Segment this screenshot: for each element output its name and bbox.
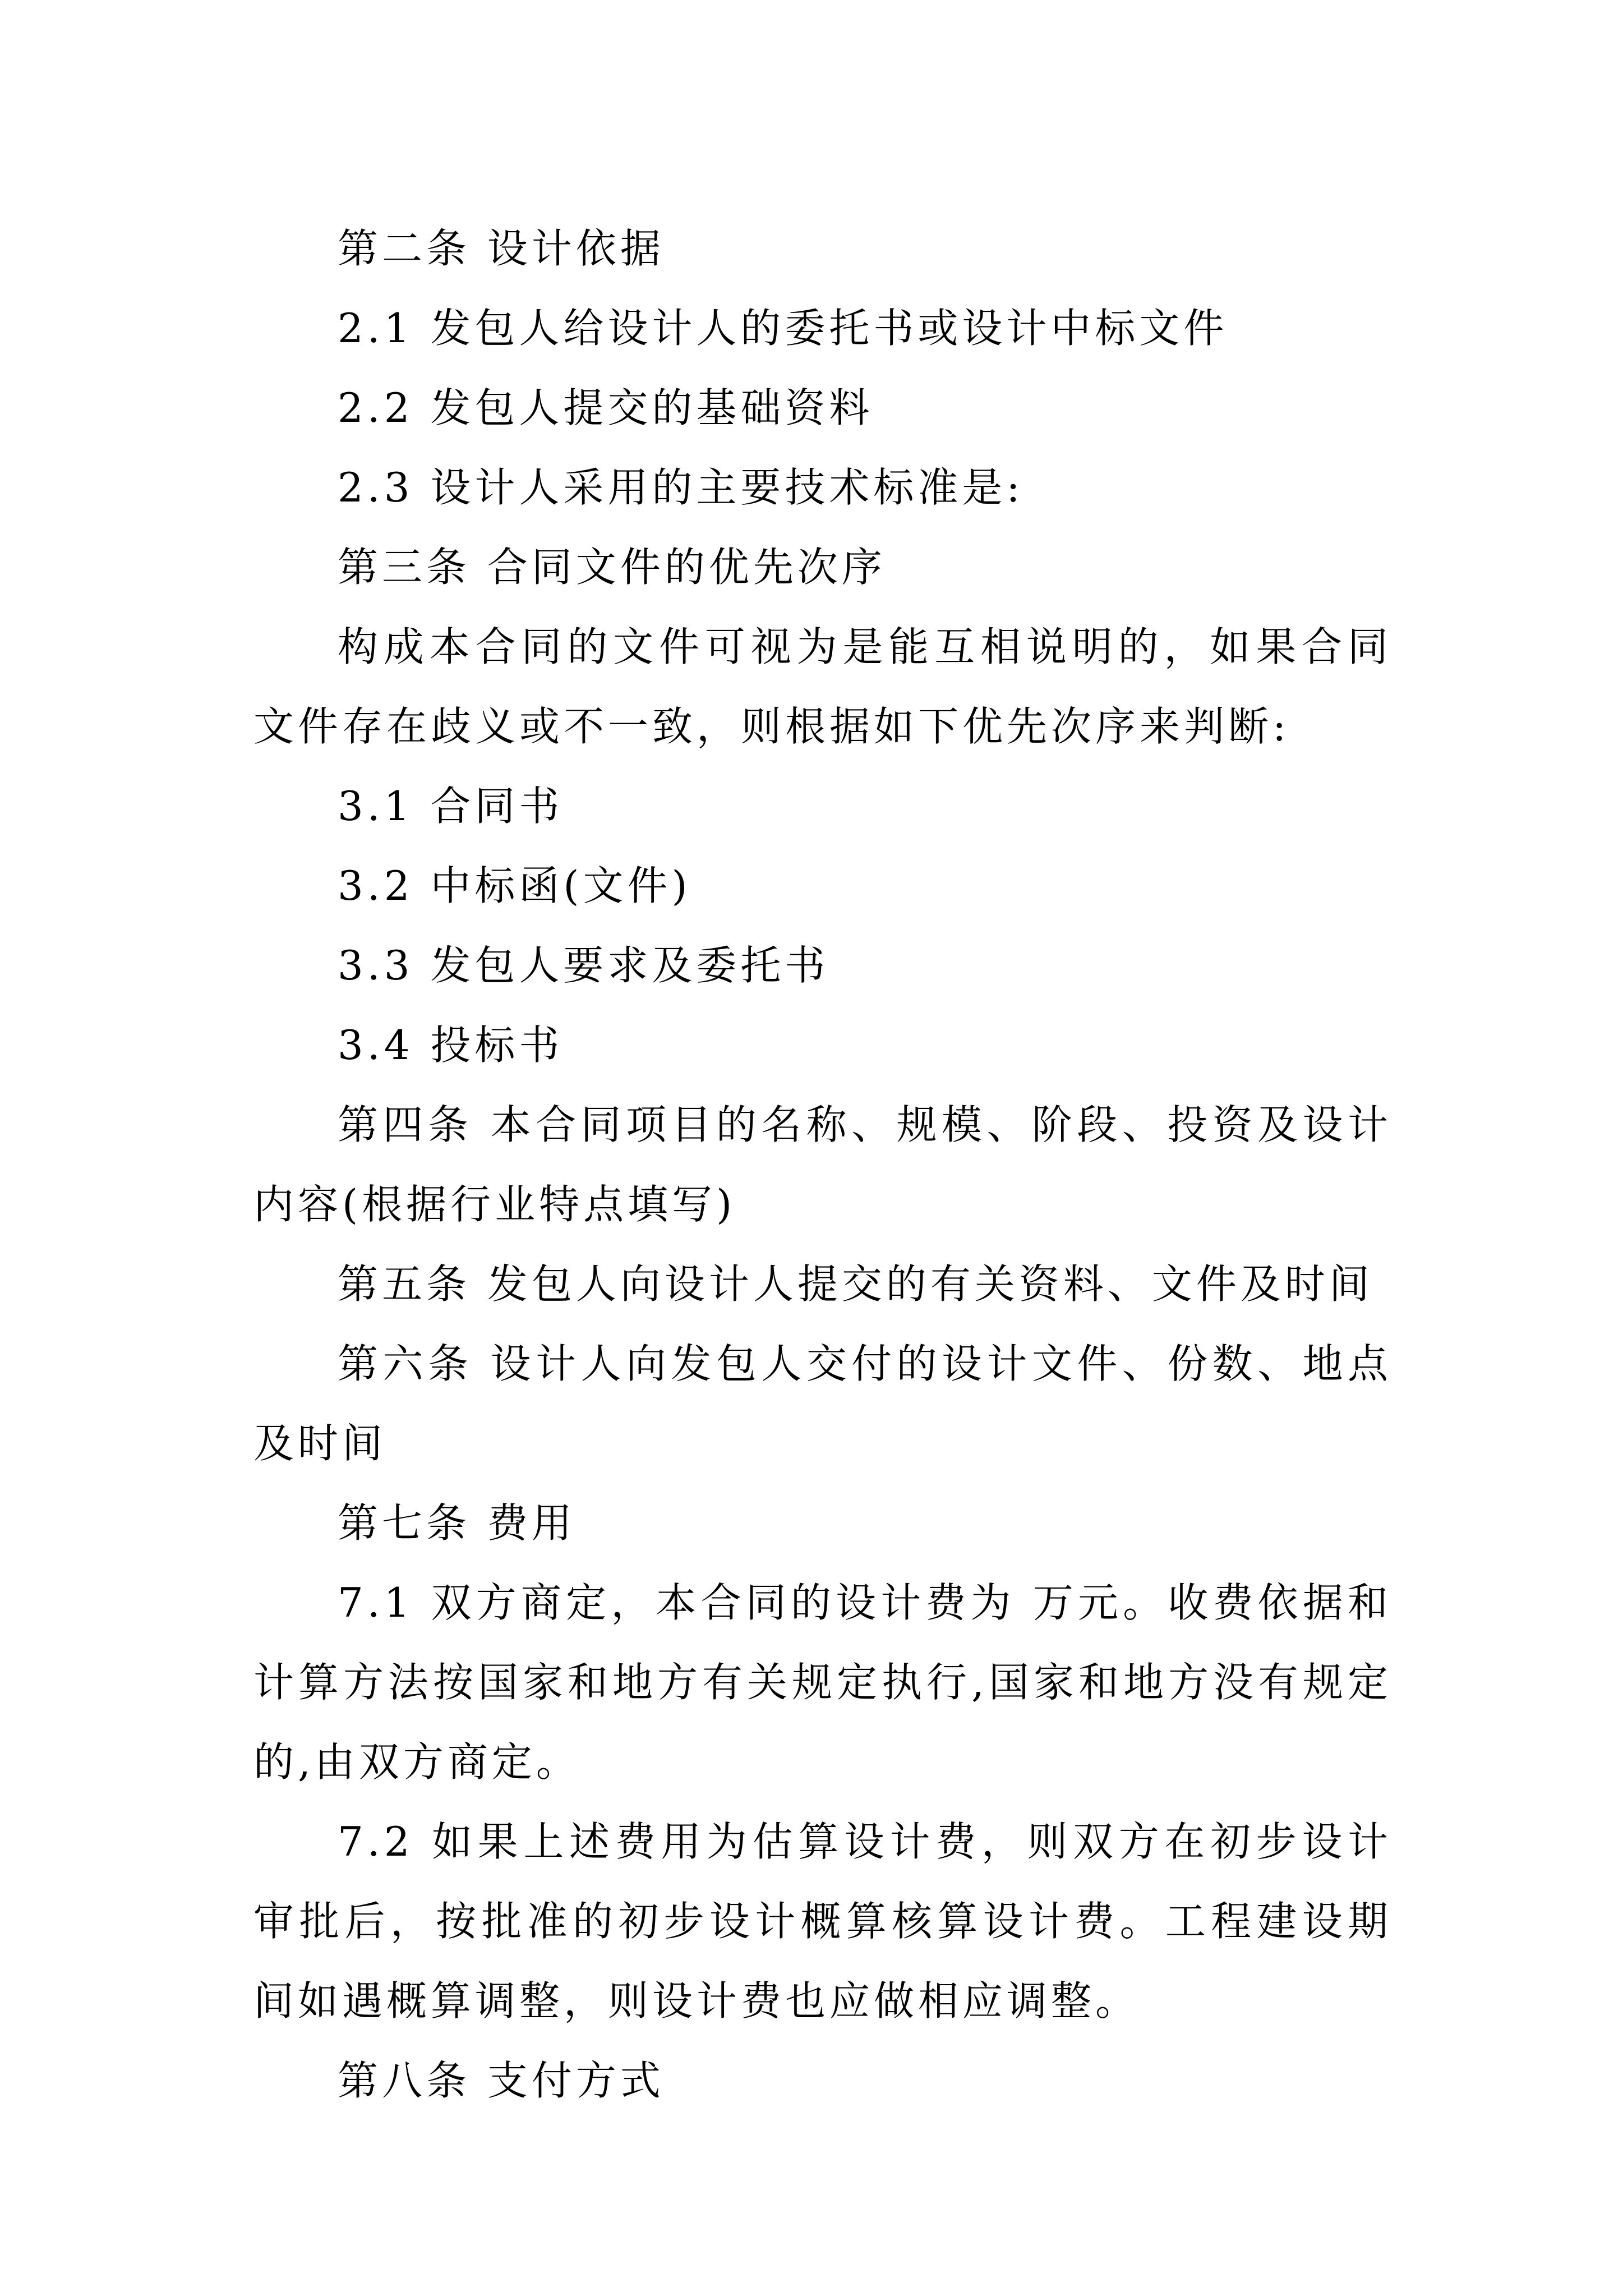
- clause-3-4: 3.4 投标书: [338, 1022, 564, 1069]
- clause-2-3: 2.3 设计人采用的主要技术标准是:: [338, 464, 1024, 511]
- clause-7-2: 7.2 如果上述费用为估算设计费，则双方在初步设计审批后，按批准的初步设计概算核算设计费。工程建设期间如遇概算调整，则设计费也应做相应调整。: [253, 1818, 1392, 2024]
- clause-3-1: 3.1 合同书: [338, 783, 564, 830]
- article-3-intro: 构成本合同的文件可视为是能互相说明的，如果合同文件存在歧义或不一致，则根据如下优先次序来判断:: [253, 623, 1392, 750]
- document-body: [253, 209, 1392, 2120]
- heading-article-4: 第四条 本合同项目的名称、规模、阶段、投资及设计内容(根据行业特点填写): [253, 1101, 1392, 1228]
- clause-3-2: 3.2 中标函(文件): [338, 862, 691, 909]
- clause-3-3: 3.3 发包人要求及委托书: [338, 942, 829, 989]
- heading-article-5: 第五条 发包人向设计人提交的有关资料、文件及时间: [338, 1260, 1373, 1308]
- heading-article-3: 第三条 合同文件的优先次序: [338, 544, 886, 591]
- heading-article-6: 第六条 设计人向发包人交付的设计文件、份数、地点及时间: [253, 1340, 1392, 1467]
- clause-7-1: 7.1 双方商定，本合同的设计费为 万元。收费依据和计算方法按国家和地方有关规定执行,国家和地方没有规定的,由双方商定。: [253, 1579, 1392, 1786]
- heading-article-8: 第八条 支付方式: [338, 2057, 665, 2104]
- heading-article-2: 第二条 设计依据: [338, 225, 665, 272]
- heading-article-7: 第七条 费用: [338, 1499, 576, 1547]
- clause-2-2: 2.2 发包人提交的基础资料: [338, 384, 874, 431]
- clause-2-1: 2.1 发包人给设计人的委托书或设计中标文件: [338, 305, 1228, 352]
